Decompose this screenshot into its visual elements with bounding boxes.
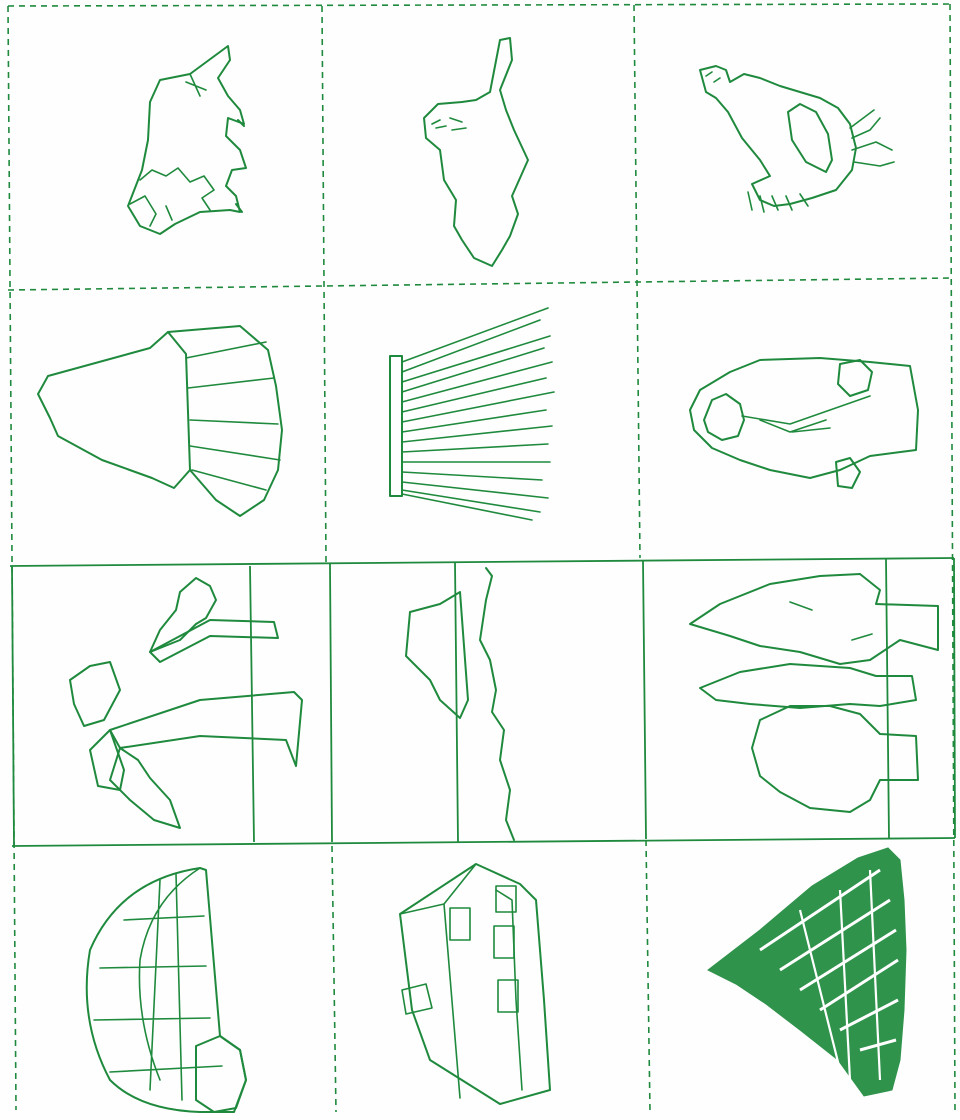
rooster-icon: [700, 66, 894, 212]
iceberg-icon: [406, 568, 514, 840]
lion-icon: [128, 46, 246, 234]
igloo-icon: [87, 868, 246, 1112]
grass-skirt-icon: [390, 308, 554, 520]
dress-icon: [38, 326, 282, 516]
deciduous-trees-icon: [690, 574, 938, 812]
house-icon: [400, 864, 550, 1104]
palm-trees-icon: [70, 578, 302, 828]
fur-parka-icon: [690, 358, 918, 488]
polar-bear-icon: [424, 38, 528, 266]
thatched-hut-icon: [708, 848, 906, 1096]
